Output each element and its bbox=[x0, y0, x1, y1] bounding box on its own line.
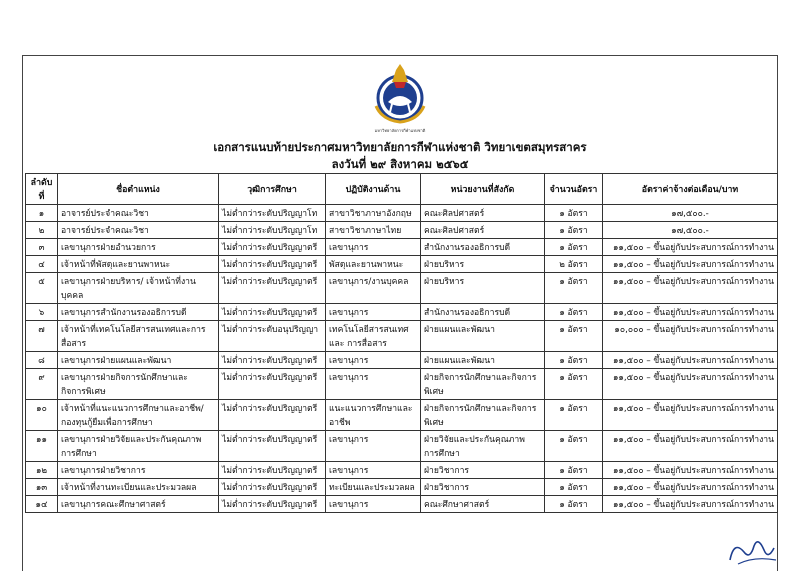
cell-position: อาจารย์ประจำคณะวิชา bbox=[58, 205, 219, 222]
cell-no: ๕ bbox=[26, 273, 58, 304]
cell-education: ไม่ต่ำกว่าระดับปริญญาตรี bbox=[219, 462, 326, 479]
cell-count: ๑ อัตรา bbox=[545, 431, 603, 462]
cell-education: ไม่ต่ำกว่าระดับปริญญาตรี bbox=[219, 479, 326, 496]
table-row bbox=[26, 304, 778, 321]
cell-education: ไม่ต่ำกว่าระดับปริญญาตรี bbox=[219, 256, 326, 273]
cell-education: ไม่ต่ำกว่าระดับปริญญาตรี bbox=[219, 369, 326, 400]
cell-wage: ๑๑,๕๐๐ – ขึ้นอยู่กับประสบการณ์การทำงาน bbox=[603, 462, 778, 479]
table-row bbox=[26, 369, 778, 400]
cell-unit: ฝ่ายกิจการนักศึกษาและกิจการ พิเศษ bbox=[421, 369, 545, 400]
header-no: ลำดับที่ bbox=[26, 174, 58, 205]
cell-wage: ๑๑,๕๐๐ – ขึ้นอยู่กับประสบการณ์การทำงาน bbox=[603, 304, 778, 321]
cell-wage: ๑๗,๕๐๐.- bbox=[603, 205, 778, 222]
cell-unit: คณะศิลปศาสตร์ bbox=[421, 222, 545, 239]
cell-wage: ๑๑,๕๐๐ – ขึ้นอยู่กับประสบการณ์การทำงาน bbox=[603, 431, 778, 462]
cell-position: เลขานุการฝ่ายวิชาการ bbox=[58, 462, 219, 479]
cell-no: ๑๒ bbox=[26, 462, 58, 479]
cell-count: ๑ อัตรา bbox=[545, 273, 603, 304]
cell-position: เจ้าหน้าที่เทคโนโลยีสารสนเทศและการ สื่อสาร bbox=[58, 321, 219, 352]
cell-field: เลขานุการ bbox=[326, 496, 421, 513]
cell-no: ๓ bbox=[26, 239, 58, 256]
document-date: ลงวันที่ ๒๙ สิงหาคม ๒๕๖๕ bbox=[331, 157, 469, 171]
cell-field: เลขานุการ bbox=[326, 369, 421, 400]
cell-unit: ฝ่ายบริหาร bbox=[421, 273, 545, 304]
cell-count: ๑ อัตรา bbox=[545, 352, 603, 369]
cell-count: ๑ อัตรา bbox=[545, 369, 603, 400]
cell-position: เจ้าหน้าที่พัสดุและยานพาหนะ bbox=[58, 256, 219, 273]
cell-no: ๒ bbox=[26, 222, 58, 239]
cell-count: ๑ อัตรา bbox=[545, 400, 603, 431]
cell-no: ๑๑ bbox=[26, 431, 58, 462]
cell-education: ไม่ต่ำกว่าระดับปริญญาตรี bbox=[219, 400, 326, 431]
cell-count: ๑ อัตรา bbox=[545, 479, 603, 496]
cell-position: เลขานุการฝ่ายอำนวยการ bbox=[58, 239, 219, 256]
cell-wage: ๑๑,๕๐๐ – ขึ้นอยู่กับประสบการณ์การทำงาน bbox=[603, 400, 778, 431]
cell-no: ๑๓ bbox=[26, 479, 58, 496]
cell-no: ๖ bbox=[26, 304, 58, 321]
header-education: วุฒิการศึกษา bbox=[219, 174, 326, 205]
header-count: จำนวนอัตรา bbox=[545, 174, 603, 205]
cell-position: อาจารย์ประจำคณะวิชา bbox=[58, 222, 219, 239]
cell-position: เลขานุการฝ่ายกิจการนักศึกษาและ กิจการพิเศษ bbox=[58, 369, 219, 400]
cell-unit: สำนักงานรองอธิการบดี bbox=[421, 304, 545, 321]
table-row bbox=[26, 321, 778, 352]
table-row bbox=[26, 239, 778, 256]
cell-count: ๑ อัตรา bbox=[545, 205, 603, 222]
cell-education: ไม่ต่ำกว่าระดับปริญญาตรี bbox=[219, 352, 326, 369]
cell-field: เลขานุการ bbox=[326, 431, 421, 462]
cell-field: สาขาวิชาภาษาไทย bbox=[326, 222, 421, 239]
cell-count: ๑ อัตรา bbox=[545, 462, 603, 479]
table-row bbox=[26, 496, 778, 513]
cell-wage: ๑๐,๐๐๐ – ขึ้นอยู่กับประสบการณ์การทำงาน bbox=[603, 321, 778, 352]
cell-field: ทะเบียนและประมวลผล bbox=[326, 479, 421, 496]
cell-no: ๔ bbox=[26, 256, 58, 273]
cell-education: ไม่ต่ำกว่าระดับปริญญาตรี bbox=[219, 431, 326, 462]
cell-position: เจ้าหน้าที่แนะแนวการศึกษาและอาชีพ/ กองทุนกู้ยืมเพื่อการศึกษา bbox=[58, 400, 219, 431]
table-row bbox=[26, 256, 778, 273]
cell-count: ๑ อัตรา bbox=[545, 321, 603, 352]
document-title: เอกสารแนบท้ายประกาศมหาวิทยาลัยการกีฬาแห่งชาติ วิทยาเขตสมุทรสาคร bbox=[213, 140, 587, 154]
cell-position: เลขานุการฝ่ายบริหาร/ เจ้าหน้าที่งานบุคคล bbox=[58, 273, 219, 304]
cell-education: ไม่ต่ำกว่าระดับปริญญาตรี bbox=[219, 304, 326, 321]
cell-wage: ๑๗,๕๐๐.- bbox=[603, 222, 778, 239]
header-wage: อัตราค่าจ้างต่อเดือน/บาท bbox=[603, 174, 778, 205]
university-logo bbox=[368, 62, 432, 126]
cell-wage: ๑๑,๕๐๐ – ขึ้นอยู่กับประสบการณ์การทำงาน bbox=[603, 479, 778, 496]
table-row bbox=[26, 462, 778, 479]
cell-field: แนะแนวการศึกษาและ อาชีพ bbox=[326, 400, 421, 431]
cell-field: เทคโนโลยีสารสนเทศและ การสื่อสาร bbox=[326, 321, 421, 352]
cell-unit: ฝ่ายกิจการนักศึกษาและกิจการ พิเศษ bbox=[421, 400, 545, 431]
cell-unit: ฝ่ายแผนและพัฒนา bbox=[421, 321, 545, 352]
table-row bbox=[26, 479, 778, 496]
cell-no: ๙ bbox=[26, 369, 58, 400]
cell-field: เลขานุการ bbox=[326, 352, 421, 369]
cell-position: เจ้าหน้าที่งานทะเบียนและประมวลผล bbox=[58, 479, 219, 496]
cell-position: เลขานุการสำนักงานรองอธิการบดี bbox=[58, 304, 219, 321]
cell-wage: ๑๑,๕๐๐ – ขึ้นอยู่กับประสบการณ์การทำงาน bbox=[603, 273, 778, 304]
cell-no: ๗ bbox=[26, 321, 58, 352]
signature-mark bbox=[724, 530, 780, 568]
table-row bbox=[26, 222, 778, 239]
header-field: ปฏิบัติงานด้าน bbox=[326, 174, 421, 205]
cell-no: ๑๐ bbox=[26, 400, 58, 431]
table-row bbox=[26, 205, 778, 222]
table-header-row bbox=[26, 174, 778, 205]
cell-unit: ฝ่ายวิชาการ bbox=[421, 479, 545, 496]
cell-position: เลขานุการคณะศึกษาศาสตร์ bbox=[58, 496, 219, 513]
cell-wage: ๑๑,๕๐๐ – ขึ้นอยู่กับประสบการณ์การทำงาน bbox=[603, 369, 778, 400]
cell-unit: คณะศึกษาศาสตร์ bbox=[421, 496, 545, 513]
cell-unit: ฝ่ายแผนและพัฒนา bbox=[421, 352, 545, 369]
cell-field: เลขานุการ bbox=[326, 304, 421, 321]
cell-count: ๑ อัตรา bbox=[545, 222, 603, 239]
table-row bbox=[26, 273, 778, 304]
cell-unit: สำนักงานรองอธิการบดี bbox=[421, 239, 545, 256]
cell-wage: ๑๑,๕๐๐ – ขึ้นอยู่กับประสบการณ์การทำงาน bbox=[603, 239, 778, 256]
cell-no: ๑๔ bbox=[26, 496, 58, 513]
cell-field: เลขานุการ/งานบุคคล bbox=[326, 273, 421, 304]
position-table bbox=[25, 173, 778, 513]
header-position: ชื่อตำแหน่ง bbox=[58, 174, 219, 205]
cell-wage: ๑๑,๕๐๐ – ขึ้นอยู่กับประสบการณ์การทำงาน bbox=[603, 352, 778, 369]
cell-unit: ฝ่ายบริหาร bbox=[421, 256, 545, 273]
cell-education: ไม่ต่ำกว่าระดับปริญญาโท bbox=[219, 222, 326, 239]
cell-education: ไม่ต่ำกว่าระดับปริญญาตรี bbox=[219, 496, 326, 513]
cell-unit: ฝ่ายวิชาการ bbox=[421, 462, 545, 479]
logo-caption: มหาวิทยาลัยการกีฬาแห่งชาติ bbox=[374, 128, 426, 133]
cell-education: ไม่ต่ำกว่าระดับอนุปริญญา bbox=[219, 321, 326, 352]
cell-education: ไม่ต่ำกว่าระดับปริญญาโท bbox=[219, 205, 326, 222]
page-border-left bbox=[22, 55, 23, 571]
cell-field: สาขาวิชาภาษาอังกฤษ bbox=[326, 205, 421, 222]
cell-count: ๑ อัตรา bbox=[545, 496, 603, 513]
cell-field: พัสดุและยานพาหนะ bbox=[326, 256, 421, 273]
cell-count: ๒ อัตรา bbox=[545, 256, 603, 273]
cell-education: ไม่ต่ำกว่าระดับปริญญาตรี bbox=[219, 239, 326, 256]
cell-field: เลขานุการ bbox=[326, 462, 421, 479]
cell-position: เลขานุการฝ่ายวิจัยและประกันคุณภาพ การศึกษา bbox=[58, 431, 219, 462]
cell-count: ๑ อัตรา bbox=[545, 239, 603, 256]
header-unit: หน่วยงานที่สังกัด bbox=[421, 174, 545, 205]
cell-wage: ๑๑,๕๐๐ – ขึ้นอยู่กับประสบการณ์การทำงาน bbox=[603, 256, 778, 273]
table-row bbox=[26, 352, 778, 369]
cell-unit: คณะศิลปศาสตร์ bbox=[421, 205, 545, 222]
cell-no: ๘ bbox=[26, 352, 58, 369]
cell-count: ๑ อัตรา bbox=[545, 304, 603, 321]
cell-education: ไม่ต่ำกว่าระดับปริญญาตรี bbox=[219, 273, 326, 304]
cell-unit: ฝ่ายวิจัยและประกันคุณภาพ การศึกษา bbox=[421, 431, 545, 462]
cell-position: เลขานุการฝ่ายแผนและพัฒนา bbox=[58, 352, 219, 369]
table-row bbox=[26, 400, 778, 431]
cell-no: ๑ bbox=[26, 205, 58, 222]
cell-wage: ๑๑,๕๐๐ – ขึ้นอยู่กับประสบการณ์การทำงาน bbox=[603, 496, 778, 513]
table-row bbox=[26, 431, 778, 462]
cell-field: เลขานุการ bbox=[326, 239, 421, 256]
page-border-top bbox=[22, 55, 778, 56]
